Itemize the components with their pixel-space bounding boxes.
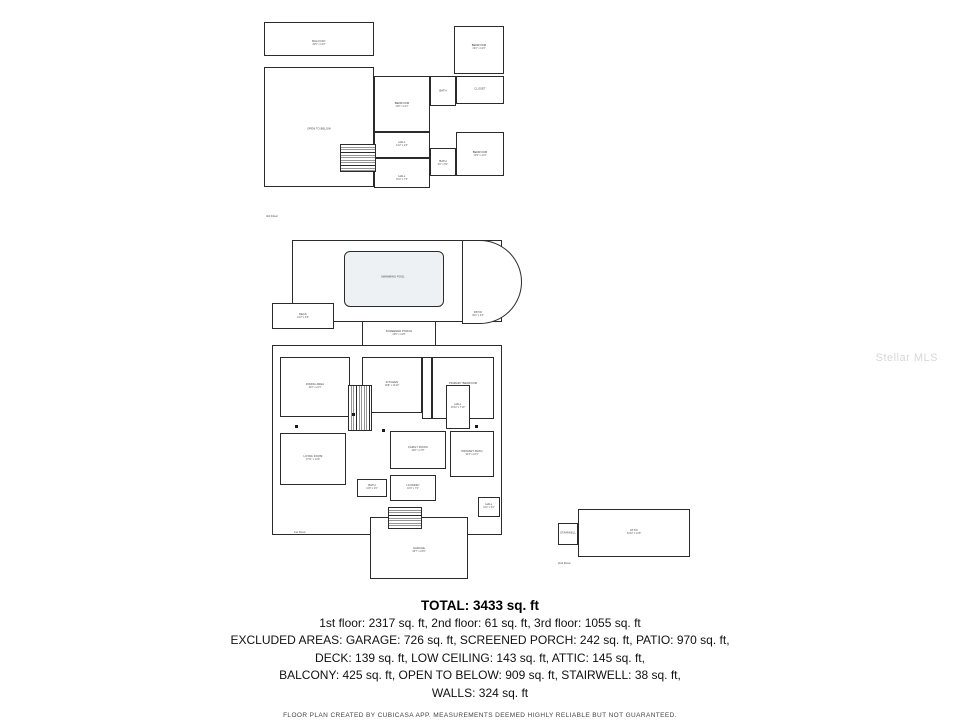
stairs-first bbox=[388, 507, 422, 529]
room-name: FAMILY ROOM bbox=[408, 446, 428, 450]
room-name: HALL bbox=[454, 403, 462, 407]
total-sqft: TOTAL: 3433 sq. ft bbox=[420, 598, 540, 613]
summary-line-3: DECK: 139 sq. ft, LOW CEILING: 143 sq. ft, ATTIC: 145 sq. ft, bbox=[315, 650, 645, 665]
room-bedroom-top-right bbox=[454, 26, 504, 74]
room-dim: 14'8" x 17'8" bbox=[411, 449, 425, 453]
stairs-first-secondary bbox=[348, 385, 372, 431]
room-name: HALL bbox=[398, 141, 406, 145]
summary-line-1: 1st floor: 2317 sq. ft, 2nd floor: 61 sq. ft, 3rd floor: 1055 sq. ft bbox=[319, 616, 641, 630]
room-dim: 13'8" x 14'1" bbox=[395, 105, 409, 109]
room-name: BEDROOM bbox=[472, 151, 488, 155]
stairs-third bbox=[340, 144, 376, 172]
column-marker bbox=[352, 413, 355, 416]
room-name: KITCHEN bbox=[385, 381, 399, 385]
room-dim: 18'8" x 12'10" bbox=[384, 384, 400, 388]
room-hall-third-lower bbox=[374, 158, 430, 188]
room-primary-bath bbox=[450, 431, 494, 477]
room-dim: 5'0" x 8'2" bbox=[437, 163, 449, 167]
room-attic bbox=[578, 509, 690, 557]
room-name: SWIMMING POOL bbox=[381, 275, 405, 279]
room-name: BALCONY bbox=[312, 40, 326, 44]
room-dim: 26'7" x 23'9" bbox=[412, 550, 426, 554]
room-dim: 13'2" x 12'4" bbox=[472, 47, 486, 51]
room-name: SCREENED PORCH bbox=[385, 330, 413, 334]
column-marker bbox=[382, 429, 385, 432]
room-dim: 34'10" x 13'8" bbox=[626, 532, 642, 536]
room-name: HALL bbox=[398, 175, 406, 179]
summary-line-2: EXCLUDED AREAS: GARAGE: 726 sq. ft, SCREENED PORCH: 242 sq. ft, PATIO: 970 sq. ft, bbox=[230, 633, 730, 648]
room-name: PRIMARY BATH bbox=[461, 450, 483, 454]
room-name: DINING AREA bbox=[305, 383, 325, 387]
room-dim: 10'3" x 16'1" bbox=[465, 453, 479, 457]
room-living-room bbox=[280, 433, 346, 485]
room-dim: 16'6" x 14'8" bbox=[392, 333, 406, 337]
summary-line-5: WALLS: 324 sq. ft bbox=[431, 685, 529, 700]
room-family-room bbox=[390, 431, 446, 469]
room-dim: 11'2" x 6'2" bbox=[483, 506, 495, 510]
room-name: LIVING ROOM bbox=[303, 455, 323, 459]
room-name: BATH bbox=[439, 89, 447, 93]
room-dim: 17'11" x 14'6" bbox=[305, 458, 321, 462]
room-name: ATTIC bbox=[629, 529, 639, 533]
room-hall-first-2 bbox=[478, 497, 500, 517]
room-stairwell bbox=[558, 523, 578, 545]
summary-block bbox=[0, 598, 960, 719]
room-bedroom-center bbox=[374, 76, 430, 132]
room-hall-third-upper bbox=[374, 132, 430, 158]
room-bath-upper bbox=[430, 76, 456, 106]
room-screened-porch bbox=[362, 321, 436, 347]
watermark: Stellar MLS bbox=[875, 352, 938, 364]
room-name: BATH bbox=[368, 484, 376, 488]
room-name: PRIMARY BEDROOM bbox=[448, 382, 478, 386]
room-dim: 16'10" x 7'10" bbox=[450, 406, 466, 410]
room-deck bbox=[272, 303, 334, 329]
room-name: HALL bbox=[485, 503, 493, 507]
disclaimer-text: FLOOR PLAN CREATED BY CUBICASA APP. MEASUREMENTS DEEMED HIGHLY RELIABLE BUT NOT GUARANTEED. bbox=[283, 711, 677, 719]
second-floor-plan bbox=[556, 505, 696, 575]
patio-rounded-end bbox=[462, 240, 522, 324]
room-bedroom-right-lower bbox=[456, 132, 504, 176]
room-bath-first bbox=[357, 479, 387, 497]
room-dim: 10'2" x 21'1" bbox=[308, 386, 322, 390]
room-laundry bbox=[390, 475, 436, 501]
room-name: BATH bbox=[439, 160, 447, 164]
swimming-pool bbox=[344, 251, 444, 307]
room-name: BEDROOM bbox=[394, 102, 410, 106]
room-dim: 11'8" x 4'0" bbox=[366, 487, 378, 491]
room-name: LAUNDRY bbox=[406, 484, 420, 488]
second-floor-tag: 2nd Floor bbox=[558, 561, 571, 565]
room-bath-lower bbox=[430, 148, 456, 176]
room-name: DECK bbox=[299, 313, 307, 317]
room-name: STAIRWELL bbox=[560, 531, 576, 535]
room-hall-first-right bbox=[446, 385, 470, 429]
first-floor-plan bbox=[262, 235, 562, 590]
room-name: CLOSET bbox=[474, 87, 486, 91]
room-dim: 15'2" x 7'6" bbox=[396, 178, 408, 182]
room-name: OPEN TO BELOW bbox=[307, 127, 331, 131]
room-dim: 30'5" x 12'3" bbox=[312, 43, 326, 47]
column-marker bbox=[295, 425, 298, 428]
first-floor-tag: 1st Floor bbox=[294, 530, 306, 534]
room-dim: 14'2" x 4'6" bbox=[396, 144, 408, 148]
room-name: BEDROOM bbox=[471, 44, 487, 48]
column-marker bbox=[475, 425, 478, 428]
room-dim: 14'9" x 11'4" bbox=[473, 154, 487, 158]
third-floor-plan bbox=[262, 22, 510, 227]
room-dim: 39'1" x 6'3" bbox=[472, 314, 484, 318]
room-balcony bbox=[264, 22, 374, 56]
room-name: PATIO bbox=[473, 311, 483, 315]
room-name: GARAGE bbox=[413, 547, 425, 551]
room-dim: 21'2" x 6'8" bbox=[297, 316, 309, 320]
room-closet-third bbox=[456, 76, 504, 104]
third-floor-tag: 3rd Floor bbox=[266, 214, 279, 218]
room-dining-area bbox=[280, 357, 350, 417]
summary-line-4: BALCONY: 425 sq. ft, OPEN TO BELOW: 909 sq. ft, STAIRWELL: 38 sq. ft, bbox=[279, 668, 681, 683]
room-dim: 10'0" x 7'0" bbox=[407, 487, 419, 491]
room-hall-first-upper bbox=[422, 357, 432, 419]
